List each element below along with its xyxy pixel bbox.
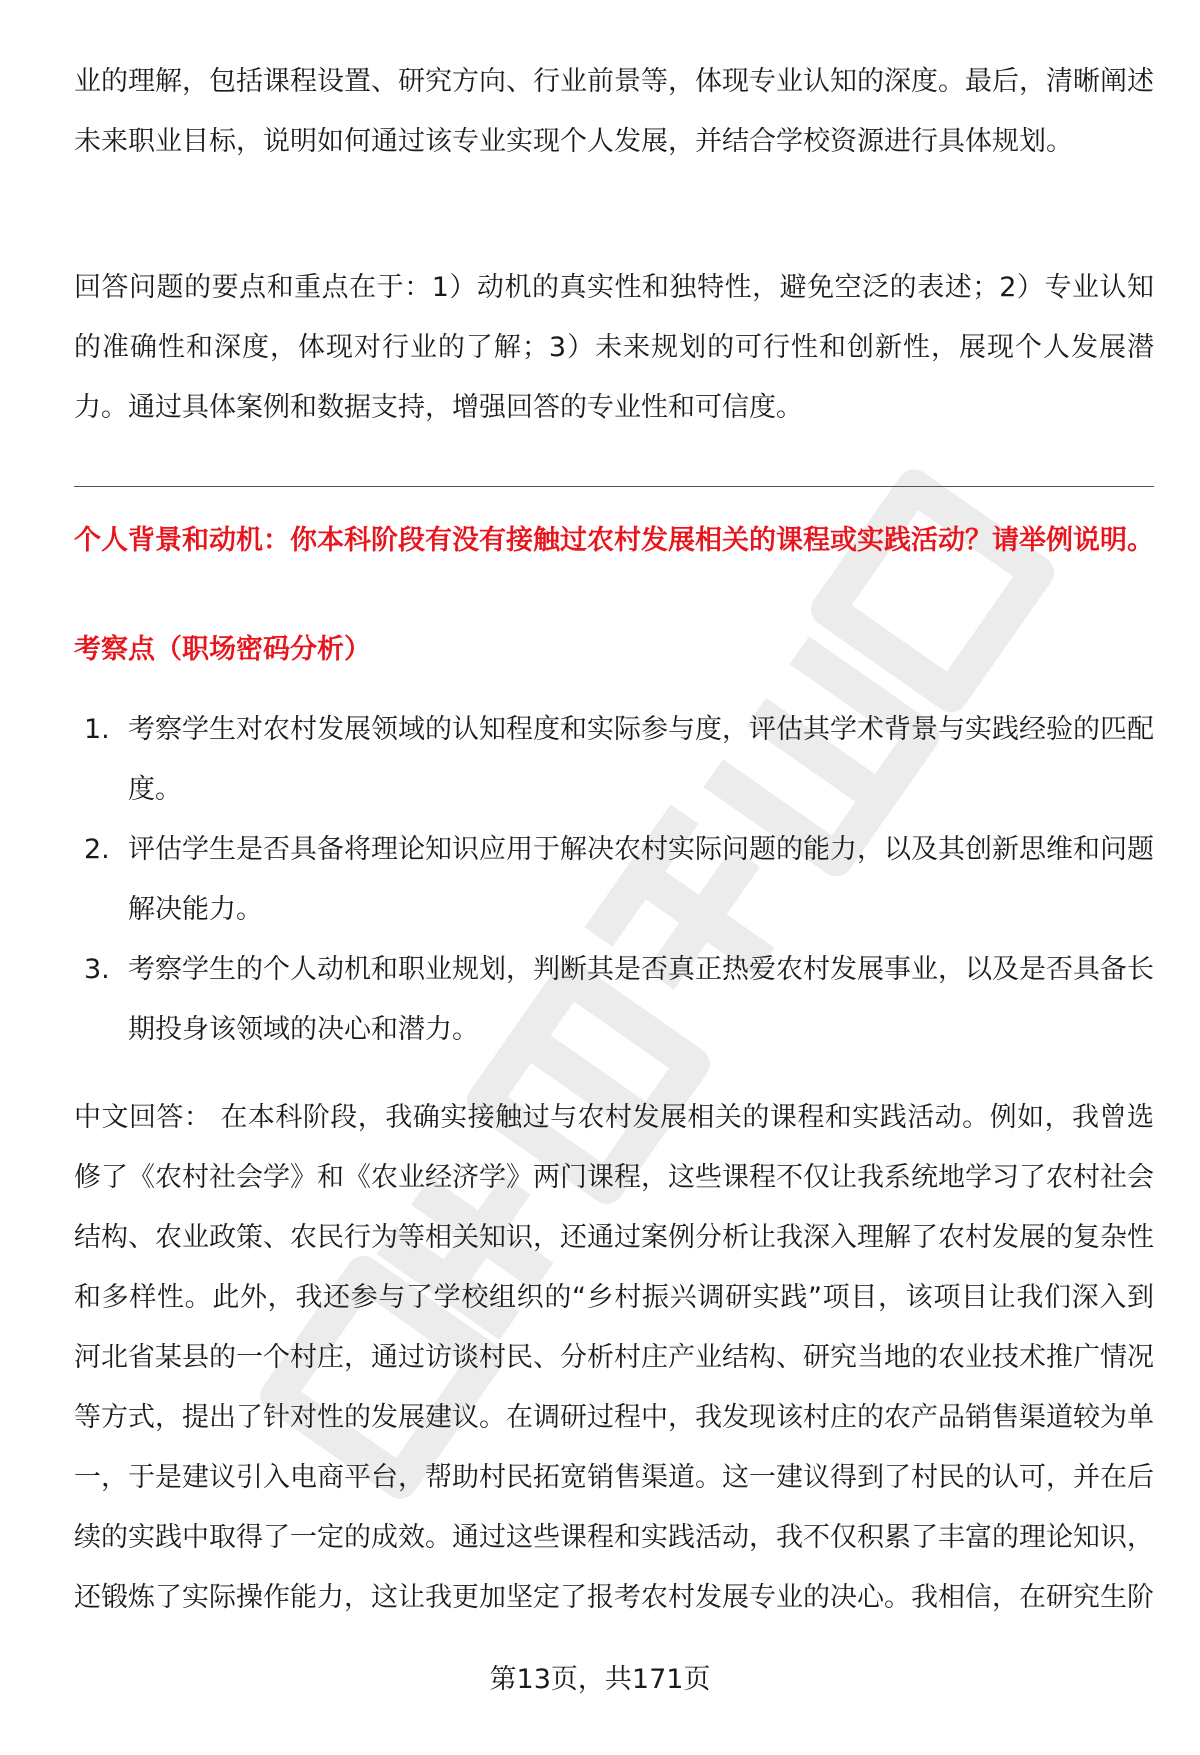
- question-heading: 个人背景和动机：你本科阶段有没有接触过农村发展相关的课程或实践活动？请举例说明。: [74, 525, 1154, 556]
- answer-paragraph: 中文回答： 在本科阶段，我确实接触过与农村发展相关的课程和实践活动。例如，我曾选修了《农村社会学》和《农业经济学》两门课程，这些课程不仅让我系统地学习了农村社会结构、农业政策、农民行为等相关知识，还通过案例分析让我深入理解了农村发展的复杂性和多样性。此外，我还参与了学校组织的“乡村振兴调研实践”项目，该项目让我们深入到河北省某县的一个村庄，通过访谈村民、分析村庄产业结构、研究当地的农业技术推广情况等方式，提出了针对性的发展建议。在调研过程中，我发现该村庄的农产品销售渠道较为单一，于是建议引入电商平台，帮助村民拓宽销售渠道。这一建议得到了村民的认可，并在后续的实践中取得了一定的成效。通过这些课程和实践活动，我不仅积累了丰富的理论知识，还锻炼了实际操作能力，这让我更加坚定了报考农村发展专业的决心。我相信，在研究生阶: [74, 1102, 1154, 1613]
- section-divider: [74, 486, 1154, 487]
- list-item-number: 3.: [84, 954, 110, 985]
- assessment-points-list: [74, 700, 1154, 1060]
- list-item: [74, 820, 1154, 940]
- page-footer: 第13页，共171页: [489, 1664, 711, 1695]
- list-item-number: 2.: [84, 834, 110, 865]
- list-item-text: 考察学生的个人动机和职业规划，判断其是否真正热爱农村发展事业，以及是否具备长期投身该领域的决心和潜力。: [128, 954, 1154, 1045]
- list-item-text: 考察学生对农村发展领域的认知程度和实际参与度，评估其学术背景与实践经验的匹配度。: [128, 714, 1154, 805]
- list-item-number: 1.: [84, 714, 110, 745]
- list-item-text: 评估学生是否具备将理论知识应用于解决农村实际问题的能力，以及其创新思维和问题解决能力。: [128, 834, 1154, 925]
- intro-continuation-paragraph: 业的理解，包括课程设置、研究方向、行业前景等，体现专业认知的深度。最后，清晰阐述未来职业目标，说明如何通过该专业实现个人发展，并结合学校资源进行具体规划。: [74, 66, 1154, 157]
- list-item: [74, 940, 1154, 1060]
- list-item: [74, 700, 1154, 820]
- key-points-paragraph: 回答问题的要点和重点在于：1）动机的真实性和独特性，避免空泛的表述；2）专业认知的准确性和深度，体现对行业的了解；3）未来规划的可行性和创新性，展现个人发展潜力。通过具体案例和数据支持，增强回答的专业性和可信度。: [74, 272, 1154, 423]
- assessment-points-title: 考察点（职场密码分析）: [74, 634, 371, 665]
